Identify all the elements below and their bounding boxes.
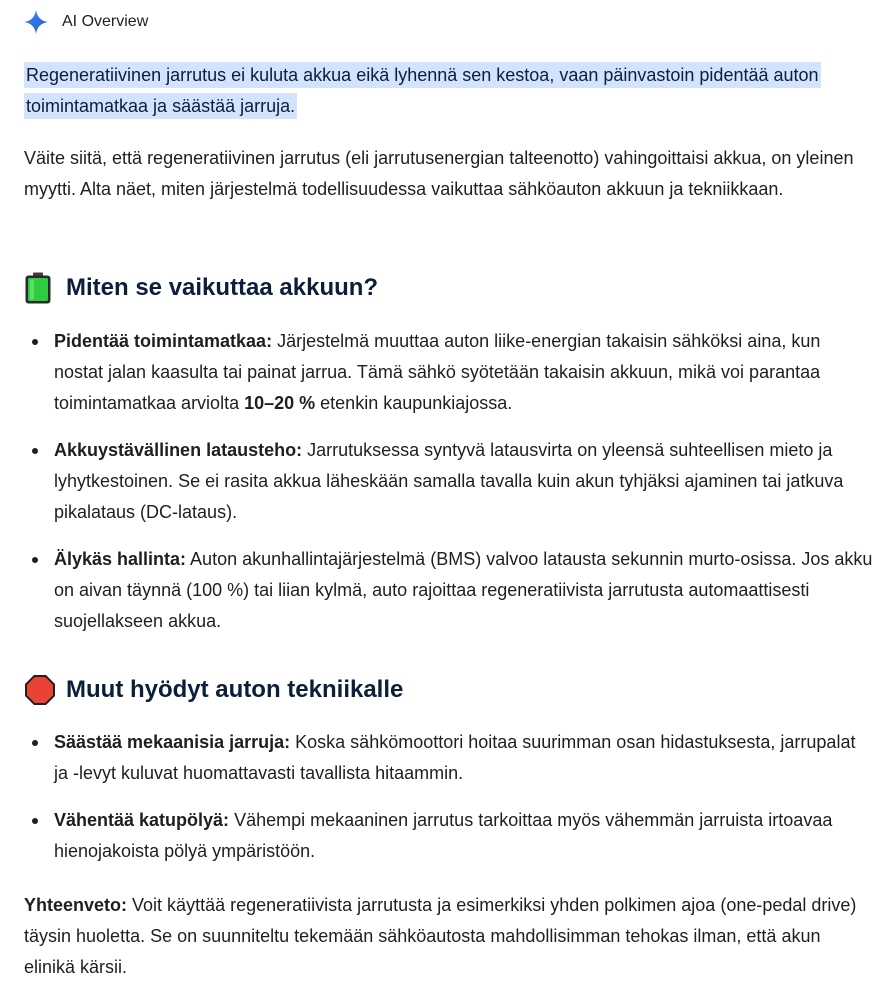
section-heading-benefits bbox=[24, 674, 403, 706]
list-item-text: Jarrutuksessa syntyvä latausvirta on yleensä suhteellisen mieto ja lyhytkestoinen. Se ei rasita akkua läheskään samalla tavalla kuin akun tyhjäksi ajaminen tai jatkuva pikalataus (DC-lataus). bbox=[54, 440, 844, 522]
list-item-text: Koska sähkömoottori hoitaa suurimman osan hidastuksesta, jarrupalat ja -levyt kuluvat huomattavasti tavallista hitaammin. bbox=[54, 732, 856, 783]
list-item-label: Akkuystävällinen latausteho: bbox=[54, 440, 303, 460]
conclusion-label: Yhteenveto: bbox=[24, 895, 128, 915]
list-item bbox=[24, 727, 874, 789]
section-heading-benefits-text: Muut hyödyt auton tekniikalle bbox=[66, 676, 404, 703]
battery-icon bbox=[24, 272, 52, 304]
intro-paragraph: Väite siitä, että regeneratiivinen jarrutus (eli jarrutusenergian talteenotto) vahingoittaisi akkua, on yleinen myytti. Alta näet, miten järjestelmä todellisuudessa vaikuttaa sähköauton akkuun ja tekniikkaan. bbox=[24, 148, 854, 199]
summary-highlight bbox=[24, 60, 864, 122]
stop-sign-icon bbox=[24, 674, 56, 706]
section-heading-battery-text: Miten se vaikuttaa akkuun? bbox=[66, 274, 379, 301]
list-item-label: Säästää mekaanisia jarruja: bbox=[54, 732, 291, 752]
sparkle-icon bbox=[24, 10, 48, 34]
conclusion-paragraph bbox=[24, 890, 874, 983]
list-item-text: Auton akunhallintajärjestelmä (BMS) valvoo latausta sekunnin murto-osissa. Jos akku on aivan täynnä (100 %) tai liian kylmä, auto rajoittaa regeneratiivista jarrutusta automaattisesti suojellakseen akkua. bbox=[54, 549, 873, 631]
ai-overview-header bbox=[24, 8, 148, 36]
list-item-label: Pidentää toimintamatkaa: bbox=[54, 331, 273, 351]
list-item-text: Vähempi mekaaninen jarrutus tarkoittaa myös vähemmän jarruista irtoavaa hienojakoista pölyä ympäristöön. bbox=[54, 810, 833, 861]
conclusion-text: Voit käyttää regeneratiivista jarrutusta ja esimerkiksi yhden polkimen ajoa (one-pedal drive) täysin huoletta. Se on suunniteltu tekemään sähköautosta mahdollisimman tehokas ilman, että akun elinikä kärsii. bbox=[24, 895, 857, 977]
section-heading-battery bbox=[24, 272, 378, 304]
battery-list bbox=[24, 326, 874, 637]
list-item-label: Vähentää katupölyä: bbox=[54, 810, 230, 830]
list-item bbox=[24, 805, 874, 867]
ai-overview-title: AI Overview bbox=[62, 13, 149, 30]
list-item-text-end: etenkin kaupunkiajossa. bbox=[315, 393, 513, 413]
summary-text: Regeneratiivinen jarrutus ei kuluta akkua eikä lyhennä sen kestoa, vaan päinvastoin pidentää auton toimintamatkaa ja säästää jarruja. bbox=[24, 62, 821, 119]
list-item-label: Älykäs hallinta: bbox=[54, 549, 187, 569]
list-item-text: Järjestelmä muuttaa auton liike-energian takaisin sähköksi aina, kun nostat jalan kaasulta tai painat jarrua. Tämä sähkö syötetään takaisin akkuun, mikä voi parantaa toimintamatkaa arviolta bbox=[54, 331, 821, 413]
list-item bbox=[24, 544, 874, 637]
list-item bbox=[24, 326, 874, 419]
list-item-emphasis: 10–20 % bbox=[244, 393, 316, 413]
benefits-list bbox=[24, 727, 874, 867]
list-item bbox=[24, 435, 874, 528]
